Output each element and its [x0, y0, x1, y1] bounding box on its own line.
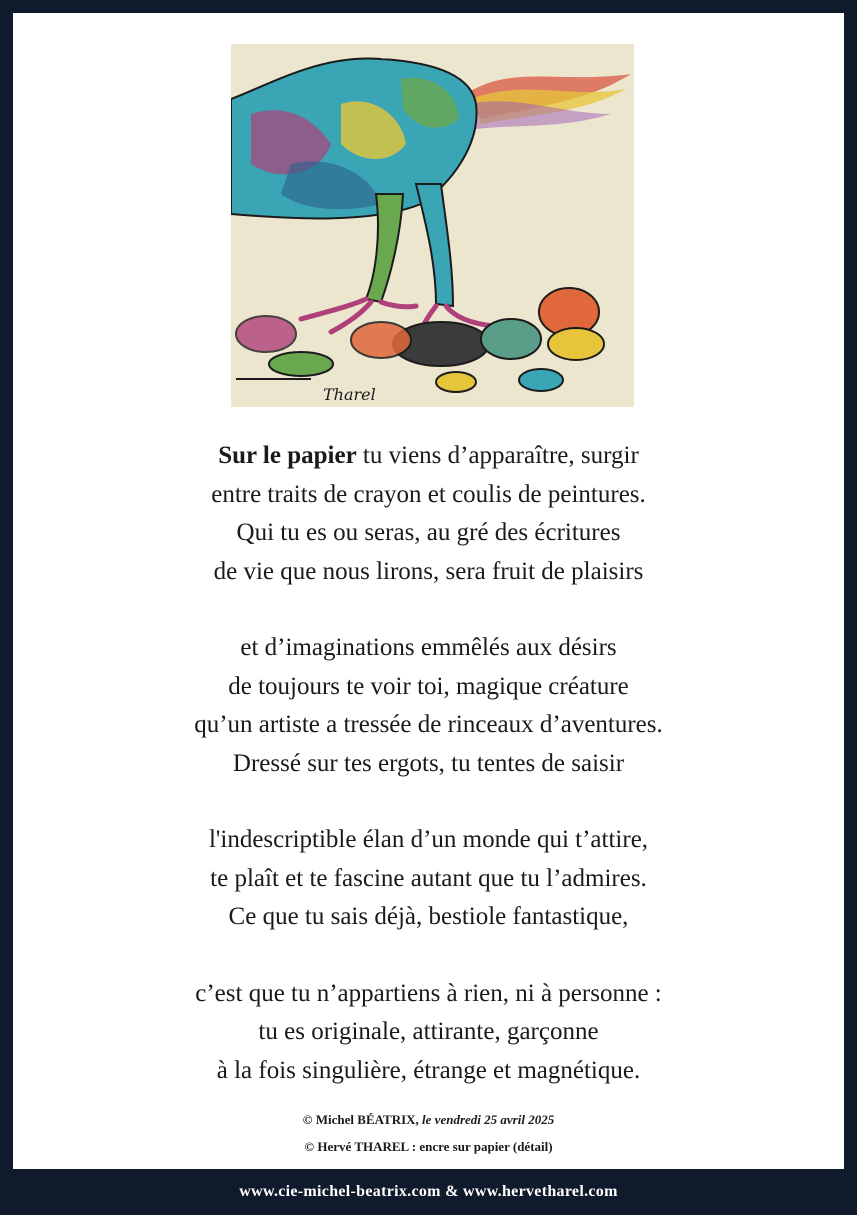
- poem-line: de toujours te voir toi, magique créature: [228, 672, 629, 700]
- poem-line: Dressé sur tes ergots, tu tentes de saisir: [232, 749, 625, 777]
- poem-stanza-3: [13, 821, 844, 937]
- page-sheet: [13, 13, 844, 1169]
- poem-line: et d’imaginations emmêlés aux désirs: [240, 634, 617, 661]
- author-credit: © Michel BÉATRIX, le vendredi 25 avril 2025: [302, 1112, 555, 1127]
- poem-line: entre traits de crayon et coulis de peintures.: [211, 480, 646, 508]
- poem-line: l'indescriptible élan d’un monde qui t’attire,: [208, 826, 649, 853]
- poem-stanza-4: [13, 975, 844, 1091]
- artist-signature: Tharel: [323, 385, 376, 404]
- poem-line: tu es originale, attirante, garçonne: [258, 1018, 599, 1045]
- artwork-painting: [231, 44, 634, 407]
- poem-line: te plaît et te fascine autant que tu l’admires.: [210, 864, 647, 892]
- poem-line: de vie que nous lirons, sera fruit de plaisirs: [213, 557, 644, 585]
- poem-title-words: Sur le papier: [218, 442, 357, 469]
- poem-line: Qui tu es ou seras, au gré des écritures: [236, 519, 621, 546]
- poem: [13, 437, 844, 1128]
- poem-line: qu’un artiste a tressée de rinceaux d’aventures.: [194, 711, 663, 738]
- footer-websites: www.cie-michel-beatrix.com & www.hervetharel.com: [239, 1183, 618, 1200]
- poem-line: à la fois singulière, étrange et magnétique.: [216, 1056, 641, 1084]
- artist-credit: © Hervé THAREL : encre sur papier (détail): [304, 1139, 553, 1154]
- poem-stanza-1: [13, 437, 844, 591]
- creature-illustration: [231, 44, 634, 407]
- poem-stanza-2: [13, 629, 844, 783]
- credits: [13, 1111, 844, 1165]
- poem-line: c’est que tu n’appartiens à rien, ni à personne :: [195, 979, 662, 1007]
- poem-line: Sur le papier tu viens d’apparaître, surgir: [218, 442, 639, 469]
- poem-line: Ce que tu sais déjà, bestiole fantastique,: [228, 903, 629, 930]
- poem-date: le vendredi 25 avril 2025: [422, 1112, 555, 1127]
